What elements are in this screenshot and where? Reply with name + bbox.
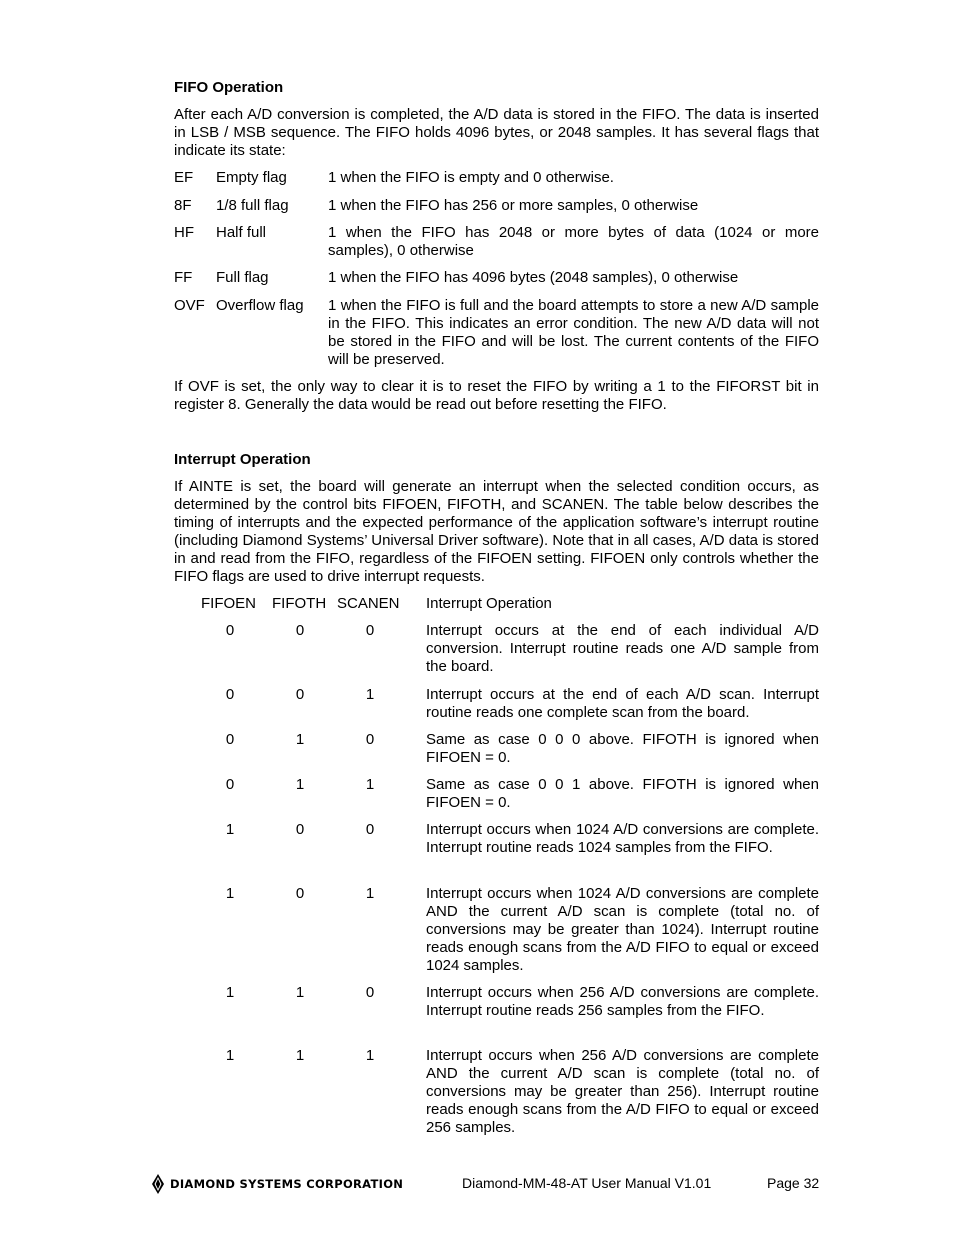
flag-name: Full flag <box>216 269 269 286</box>
flag-name: Half full <box>216 224 267 241</box>
cell-fifoen: 0 <box>225 776 235 793</box>
column-header-fifoth: FIFOTH <box>272 595 327 612</box>
flag-desc: 1 when the FIFO has 2048 or more bytes of data (1024 or more samples), 0 otherwise <box>328 224 819 259</box>
flag-code: EF <box>174 169 194 186</box>
cell-operation: Interrupt occurs when 256 A/D conversions are complete. Interrupt routine reads 256 samples from the FIFO. <box>426 984 819 1019</box>
cell-operation: Interrupt occurs at the end of each individual A/D conversion. Interrupt routine reads one A/D sample from the board. <box>426 622 819 675</box>
company-logo <box>152 1174 403 1194</box>
interrupt-heading: Interrupt Operation <box>174 451 311 468</box>
cell-operation: Interrupt occurs when 1024 A/D conversions are complete AND the current A/D scan is complete (total no. of conversions may be greater than 1024). Interrupt routine reads enough scans from the A/D FIFO to equal or exceed 1024 samples. <box>426 885 819 974</box>
page-number: Page 32 <box>767 1175 820 1191</box>
cell-operation: Interrupt occurs when 256 A/D conversions are complete AND the current A/D scan is complete (total no. of conversions may be greater than 256). Interrupt routine reads enough scans from the A/D FIFO to equal or exceed 256 samples. <box>426 1047 819 1136</box>
flag-desc: 1 when the FIFO has 4096 bytes (2048 samples), 0 otherwise <box>328 269 739 286</box>
cell-operation: Interrupt occurs when 1024 A/D conversions are complete. Interrupt routine reads 1024 samples from the FIFO. <box>426 821 819 856</box>
flag-desc: 1 when the FIFO is empty and 0 otherwise. <box>328 169 614 186</box>
cell-fifoth: 1 <box>295 1047 305 1064</box>
cell-scanen: 0 <box>365 731 375 748</box>
cell-fifoth: 0 <box>295 821 305 838</box>
cell-fifoth: 0 <box>295 686 305 703</box>
cell-fifoen: 1 <box>225 1047 235 1064</box>
cell-fifoth: 1 <box>295 731 305 748</box>
flag-code: OVF <box>174 297 205 314</box>
fifo-outro: If OVF is set, the only way to clear it is to reset the FIFO by writing a 1 to the FIFORST bit in register 8. Generally the data would be read out before resetting the FIFO. <box>174 378 819 413</box>
cell-scanen: 0 <box>365 622 375 639</box>
cell-operation: Same as case 0 0 0 above. FIFOTH is ignored when FIFOEN = 0. <box>426 731 819 766</box>
cell-fifoen: 1 <box>225 885 235 902</box>
fifo-heading: FIFO Operation <box>174 79 284 96</box>
cell-fifoth: 1 <box>295 984 305 1001</box>
flag-name: Empty flag <box>216 169 287 186</box>
flag-code: 8F <box>174 197 192 214</box>
flag-code: FF <box>174 269 193 286</box>
cell-fifoen: 1 <box>225 821 235 838</box>
flag-name: Overflow flag <box>216 297 304 314</box>
diamond-icon <box>152 1174 164 1194</box>
cell-fifoth: 0 <box>295 885 305 902</box>
column-header-scanen: SCANEN <box>337 595 400 612</box>
page-footer <box>0 1172 954 1196</box>
cell-fifoen: 0 <box>225 686 235 703</box>
cell-operation: Same as case 0 0 1 above. FIFOTH is ignored when FIFOEN = 0. <box>426 776 819 811</box>
logo-text: DIAMOND SYSTEMS CORPORATION <box>170 1177 404 1191</box>
cell-fifoen: 1 <box>225 984 235 1001</box>
cell-scanen: 1 <box>365 686 375 703</box>
fifo-intro: After each A/D conversion is completed, the A/D data is stored in the FIFO. The data is inserted in LSB / MSB sequence. The FIFO holds 4096 bytes, or 2048 samples. It has several flags that indicate its state: <box>174 106 819 159</box>
cell-fifoth: 1 <box>295 776 305 793</box>
flag-name: 1/8 full flag <box>216 197 289 214</box>
cell-fifoen: 0 <box>225 731 235 748</box>
cell-scanen: 1 <box>365 1047 375 1064</box>
cell-scanen: 0 <box>365 821 375 838</box>
cell-fifoth: 0 <box>295 622 305 639</box>
manual-title: Diamond-MM-48-AT User Manual V1.01 <box>462 1175 712 1191</box>
interrupt-intro: If AINTE is set, the board will generate an interrupt when the selected condition occurs, as determined by the control bits FIFOEN, FIFOTH, and SCANEN. The table below describes the timing of interrupts and the expected performance of the application software’s interrupt routine (including Diamond Systems’ Universal Driver software). Note that in all cases, A/D data is stored in and read from the FIFO, regardless of the FIFOEN setting. FIFOEN only controls whether the FIFO flags are used to drive interrupt requests. <box>174 478 819 585</box>
column-header-operation: Interrupt Operation <box>426 595 552 612</box>
flag-desc: 1 when the FIFO has 256 or more samples, 0 otherwise <box>328 197 699 214</box>
cell-scanen: 0 <box>365 984 375 1001</box>
cell-fifoen: 0 <box>225 622 235 639</box>
column-header-fifoen: FIFOEN <box>201 595 256 612</box>
cell-scanen: 1 <box>365 776 375 793</box>
cell-operation: Interrupt occurs at the end of each A/D scan. Interrupt routine reads one complete scan from the board. <box>426 686 819 721</box>
cell-scanen: 1 <box>365 885 375 902</box>
flag-desc: 1 when the FIFO is full and the board attempts to store a new A/D sample in the FIFO. This indicates an error condition. The new A/D data will not be stored in the FIFO and will be lost. The current contents of the FIFO will be preserved. <box>328 297 819 368</box>
flag-code: HF <box>174 224 194 241</box>
